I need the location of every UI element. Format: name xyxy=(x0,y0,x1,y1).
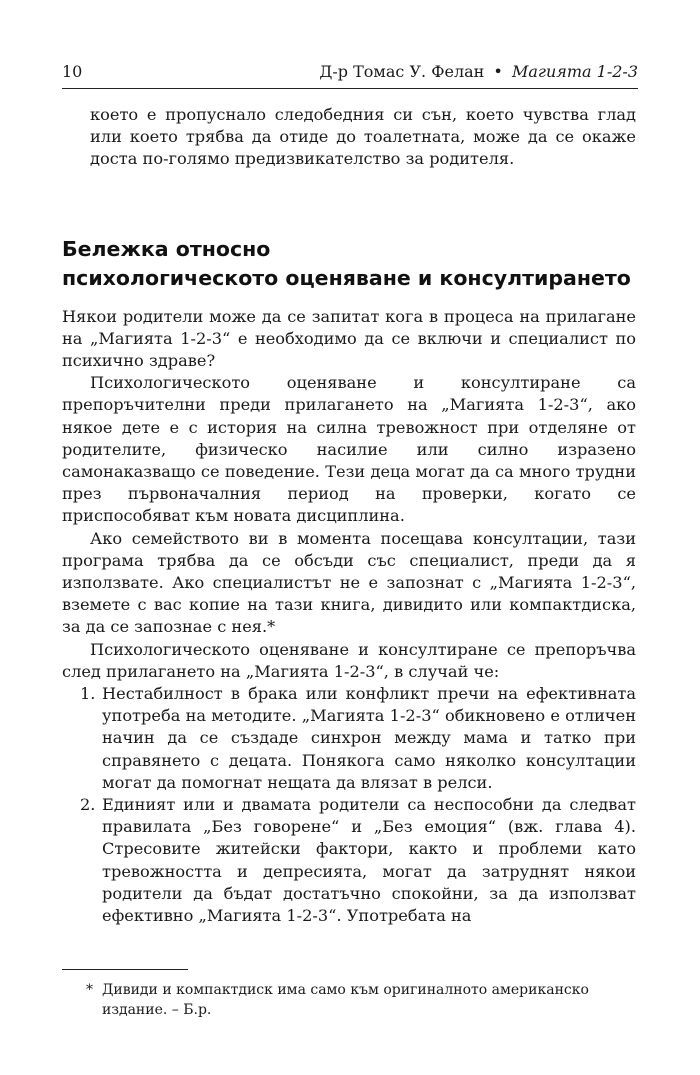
list-item xyxy=(62,794,636,927)
body-paragraph: Някои родители може да се запитат кога в процеса на прилагане на „Магията 1-2-3“ е необходимо да се включи и специалист по психично здраве? xyxy=(62,306,636,371)
list-item-text: Нестабилност в брака или конфликт пречи на ефективната употреба на методите. „Магията 1-2-3“ обикновено е отличен начин да се създаде синхрон между мама и татко при справянето с децата. Понякога само няколко консултации могат да помогнат нещата да влязат в релси. xyxy=(102,684,636,792)
numbered-list xyxy=(62,683,636,927)
list-item-number: 1. xyxy=(80,684,96,704)
section-heading xyxy=(62,235,636,293)
body-paragraph: Психологическото оценяване и консултиране се препоръчва след прилагането на „Магията 1-2-3“, в случай че: xyxy=(62,639,636,681)
footnote-rule xyxy=(62,969,188,970)
page-body xyxy=(62,104,636,927)
running-title xyxy=(319,62,638,81)
list-item xyxy=(62,683,636,794)
footnote-text: Дивиди и компактдиск има само към оригиналното американско издание. – Б.р. xyxy=(102,982,589,1018)
list-item-text: Единият или и двамата родители са неспособни да следват правилата „Без говорене“ и „Без емоция“ (вж. глава 4). Стресовите житейски фактори, както и проблеми като тревожността и депресията, могат да затруднят някои родители да бъдат достатъчно спокойни, за да използват ефективно „Магията 1-2-3“. Употребата на xyxy=(102,795,636,926)
header-rule xyxy=(62,88,638,89)
footnote xyxy=(62,980,636,1020)
section-heading-line-2: психологическото оценяване и консултирането xyxy=(62,265,631,290)
list-item-number: 2. xyxy=(80,795,96,815)
page-number: 10 xyxy=(62,62,83,81)
continuation-paragraph: което е пропуснало следобедния си сън, което чувства глад или което трябва да отиде до тоалетната, може да се окаже доста по-голямо предизвикателство за родителя. xyxy=(90,105,636,169)
author-name: Д-р Томас У. Фелан xyxy=(319,62,485,81)
bullet-separator: • xyxy=(493,62,503,81)
body-paragraph: Ако семейството ви в момента посещава консултации, тази програма трябва да се обсъди със специалист, преди да я използвате. Ако специалистът не е запознат с „Магията 1-2-3“, вземете с вас копие на тази книга, дивидито или компактдиска, за да се запознае с нея.* xyxy=(62,528,636,637)
body-paragraph: Психологическото оценяване и консултиране са препоръчителни преди прилагането на „Магията 1-2-3“, ако някое дете е с история на силна тревожност при отделяне от родителите, физическо насилие или силно изразено самонаказващо се поведение. Тези деца могат да са много трудни през първоначалния период на проверки, когато се приспособяват към новата дисциплина. xyxy=(62,373,636,526)
section-heading-line-1: Бележка относно xyxy=(62,236,271,261)
book-title: Магията 1-2-3 xyxy=(511,62,638,81)
running-header xyxy=(62,62,638,86)
footnote-mark: * xyxy=(86,982,93,998)
